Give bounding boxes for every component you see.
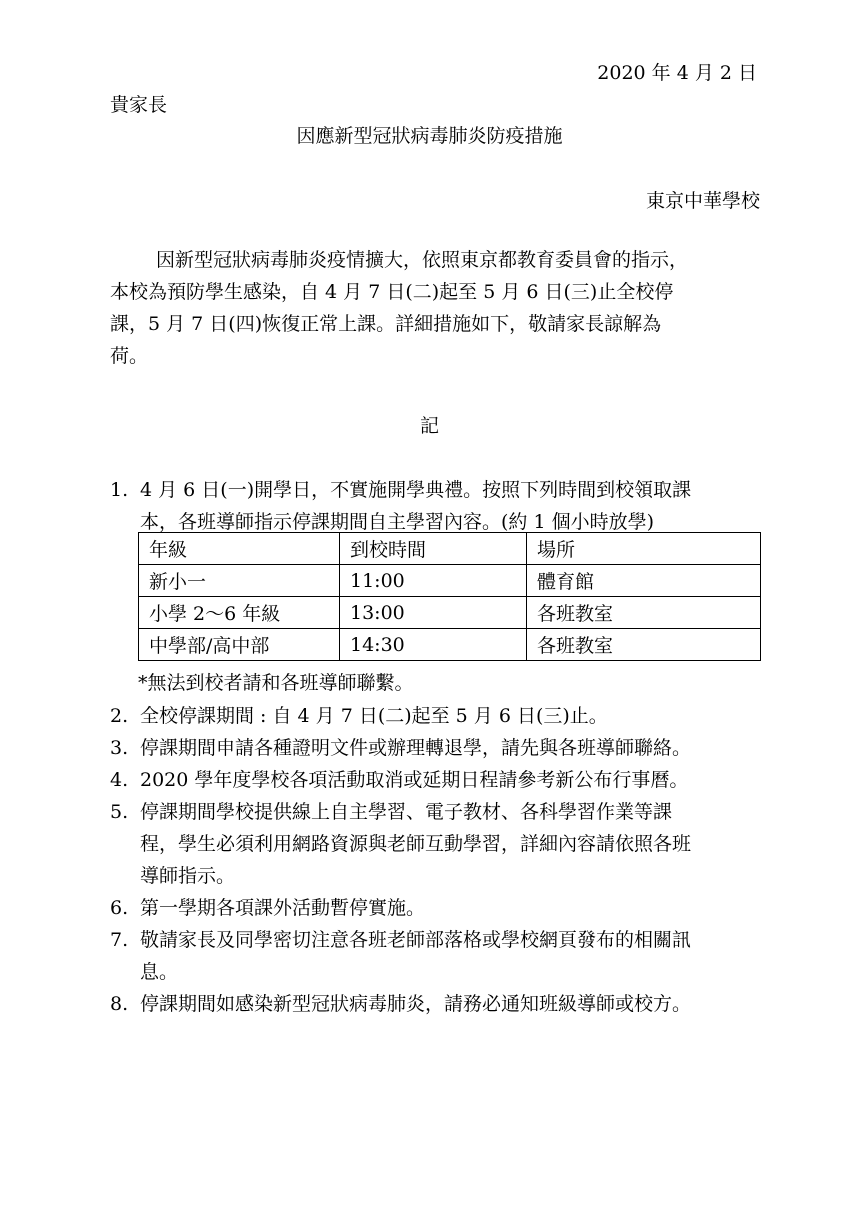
notice-heading: 記 [419, 415, 439, 437]
table-header: 到校時間 [340, 533, 527, 565]
item-number: 5. [110, 801, 129, 823]
school-name: 東京中華學校 [645, 190, 760, 212]
item-number: 8. [110, 993, 129, 1015]
table-header: 年級 [139, 533, 340, 565]
item-text: 本，各班導師指示停課期間自主學習內容。(約 1 個小時放學) [140, 511, 654, 533]
table-header: 場所 [527, 533, 761, 565]
item-number: 4. [110, 769, 129, 791]
list-item [110, 892, 425, 924]
table-cell: 體育館 [527, 565, 761, 597]
letter-date: 2020 年 4 月 2 日 [597, 62, 757, 84]
list-item [110, 764, 688, 796]
item-text: 停課期間申請各種證明文件或辦理轉退學，請先與各班導師聯絡。 [140, 737, 692, 759]
item-number: 6. [110, 897, 129, 919]
item-number: 7. [110, 929, 129, 951]
list-item [110, 796, 691, 892]
table-header-row [139, 533, 761, 565]
item-text: 第一學期各項課外活動暫停實施。 [140, 897, 426, 919]
item-text: 4 月 6 日(一)開學日，不實施開學典禮。按照下列時間到校領取課 [140, 479, 692, 501]
salutation: 貴家長 [110, 94, 168, 116]
table-cell: 中學部/高中部 [139, 629, 340, 661]
table-row [139, 629, 761, 661]
table-cell: 13:00 [340, 597, 527, 629]
item-text: 停課期間如感染新型冠狀病毒肺炎，請務必通知班級導師或校方。 [140, 993, 692, 1015]
pickup-schedule-table [138, 532, 761, 661]
letter-title: 因應新型冠狀病毒肺炎防疫措施 [296, 125, 563, 147]
list-item [110, 700, 608, 732]
table-row [139, 597, 761, 629]
table-cell: 小學 2～6 年級 [139, 597, 340, 629]
item-number: 3. [110, 737, 129, 759]
item-text: 導師指示。 [140, 865, 236, 887]
list-item [110, 474, 691, 538]
intro-line: 因新型冠狀病毒肺炎疫情擴大，依照東京都教育委員會的指示， [156, 249, 689, 271]
list-item [110, 732, 691, 764]
intro-paragraph [110, 244, 770, 372]
item-text: 2020 學年度學校各項活動取消或延期日程請參考新公布行事曆。 [140, 769, 689, 791]
table-cell: 各班教室 [527, 597, 761, 629]
intro-line: 荷。 [110, 345, 149, 367]
intro-line: 課，5 月 7 日(四)恢復正常上課。詳細措施如下，敬請家長諒解為 [110, 313, 662, 335]
item-text: 敬請家長及同學密切注意各班老師部落格或學校網頁發布的相關訊 [140, 929, 692, 951]
item-text: 程，學生必須利用網路資源與老師互動學習，詳細內容請依照各班 [140, 833, 692, 855]
table-cell: 各班教室 [527, 629, 761, 661]
item-text: 停課期間學校提供線上自主學習、電子教材、各科學習作業等課 [140, 801, 673, 823]
item-text: 息。 [140, 961, 179, 983]
list-item [110, 988, 691, 1020]
item-text: 全校停課期間 : 自 4 月 7 日(二)起至 5 月 6 日(三)止。 [140, 705, 608, 727]
table-cell: 新小一 [139, 565, 340, 597]
item-number: 2. [110, 705, 129, 727]
list-item [110, 924, 691, 988]
item-number: 1. [110, 479, 129, 501]
table-cell: 14:30 [340, 629, 527, 661]
table-row [139, 565, 761, 597]
table-cell: 11:00 [340, 565, 527, 597]
intro-line: 本校為預防學生感染，自 4 月 7 日(二)起至 5 月 6 日(三)止全校停 [110, 281, 674, 303]
table-note: *無法到校者請和各班導師聯繫。 [138, 672, 414, 694]
